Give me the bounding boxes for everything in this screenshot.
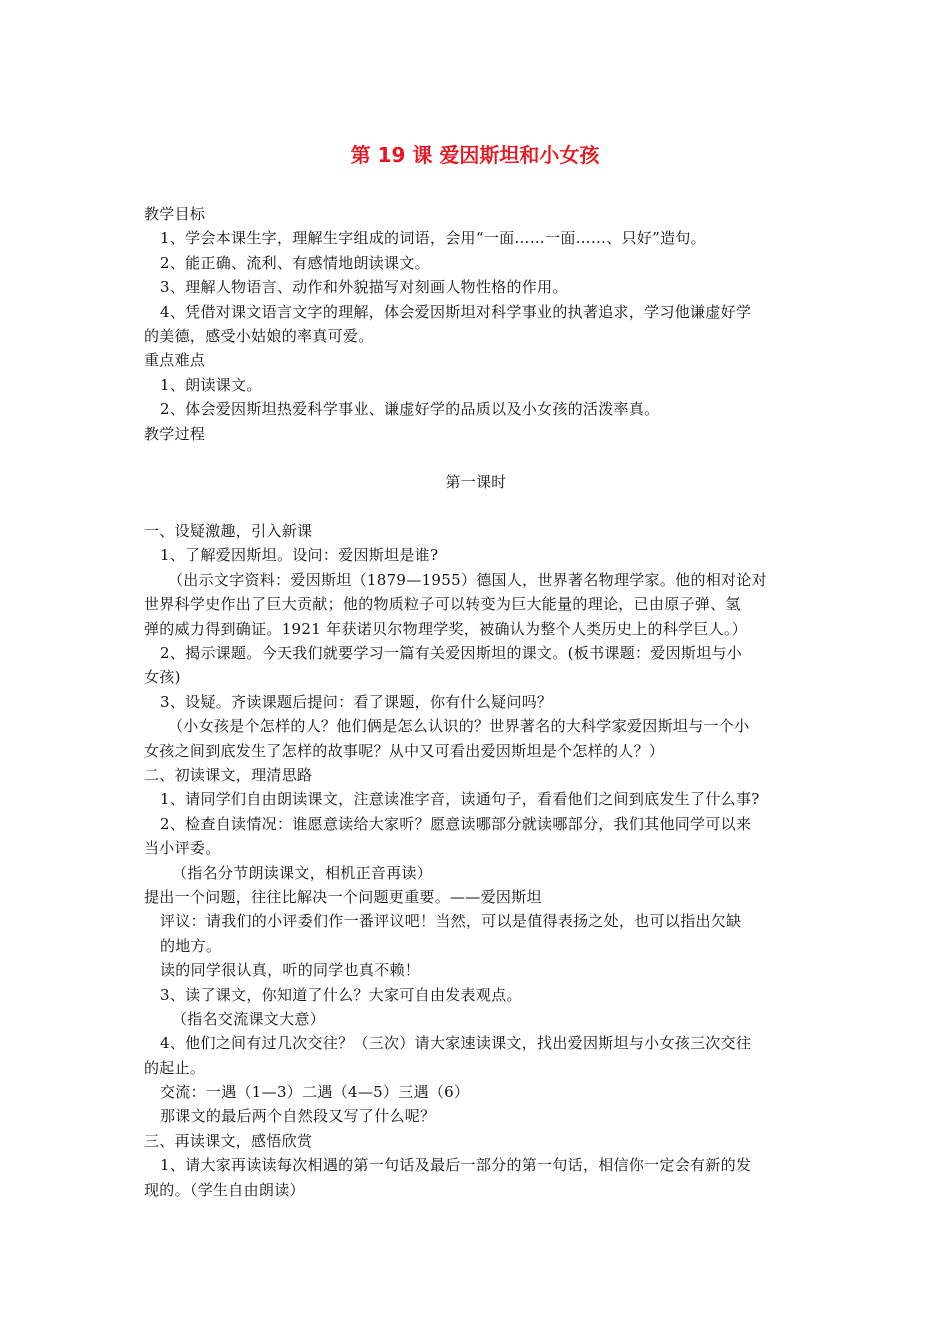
paragraph-line: 世界科学史作出了巨大贡献；他的物质粒子可以转变为巨大能量的理论，已由原子弹、氢 xyxy=(144,595,741,614)
paragraph-line: 女孩) xyxy=(144,668,181,687)
paragraph-line: 1、学会本课生字，理解生字组成的词语，会用“一面……一面……、只好”造句。 xyxy=(160,229,706,248)
paragraph-line: 2、能正确、流利、有感情地朗读课文。 xyxy=(160,253,430,272)
paragraph-line: 女孩之间到底发生了怎样的故事呢？从中又可看出爱因斯坦是个怎样的人？） xyxy=(144,741,665,760)
paragraph-line: 1、请同学们自由朗读课文，注意读准字音，读通句子，看看他们之间到底发生了什么事? xyxy=(160,790,760,809)
section-heading: 教学过程 xyxy=(144,424,206,443)
paragraph-line: 1、请大家再读读每次相遇的第一句话及最后一部分的第一句话，相信你一定会有新的发 xyxy=(160,1156,752,1175)
paragraph-line: 2、检查自读情况：谁愿意读给大家听？愿意读哪部分就读哪部分，我们其他同学可以来 xyxy=(160,814,752,833)
paragraph-line: （出示文字资料：爱因斯坦（1879—1955）德国人，世界著名物理学家。他的相对论对 xyxy=(168,570,767,589)
paragraph-line: 2、揭示课题。今天我们就要学习一篇有关爱因斯坦的课文。(板书课题：爱因斯坦与小 xyxy=(160,644,743,663)
paragraph-line: 3、读了课文，你知道了什么？大家可自由发表观点。 xyxy=(160,985,522,1004)
document-body xyxy=(144,202,808,1202)
section-heading: 重点难点 xyxy=(144,351,206,370)
paragraph-line: 3、理解人物语言、动作和外貌描写对刻画人物性格的作用。 xyxy=(160,278,568,297)
paragraph-line: 现的。（学生自由朗读） xyxy=(144,1180,305,1199)
section-heading: 教学目标 xyxy=(144,205,206,223)
paragraph-line: （指名交流课文大意） xyxy=(172,1009,326,1028)
paragraph-line: （小女孩是个怎样的人？他们俩是怎么认识的？世界著名的大科学家爱因斯坦与一个小 xyxy=(168,717,750,736)
paragraph-line: 交流：一遇（1—3）二遇（4—5）三遇（6） xyxy=(160,1083,470,1102)
paragraph-line: 1、朗读课文。 xyxy=(160,375,262,394)
paragraph-line: 读的同学很认真，听的同学也真不赖！ xyxy=(160,961,421,980)
paragraph-line: 弹的威力得到确证。1921 年获诺贝尔物理学奖，被确认为整个人类历史上的科学巨人。） xyxy=(144,619,748,638)
page-title: 第 19 课 爱因斯坦和小女孩 xyxy=(350,143,600,167)
section-heading: 二、初读课文，理清思路 xyxy=(144,765,313,784)
lesson-period-heading: 第一课时 xyxy=(445,473,507,492)
paragraph-line: 当小评委。 xyxy=(144,839,221,858)
section-heading: 一、设疑激趣，引入新课 xyxy=(144,522,313,541)
paragraph-line: 1、了解爱因斯坦。设问：爱因斯坦是谁? xyxy=(160,546,439,565)
paragraph-line: 的地方。 xyxy=(160,936,222,955)
paragraph-line: 那课文的最后两个自然段又写了什么呢？ xyxy=(160,1107,436,1126)
section-heading: 三、再读课文，感悟欣赏 xyxy=(144,1131,313,1150)
quote-line: 提出一个问题，往往比解决一个问题更重要。——爱因斯坦 xyxy=(144,887,542,906)
paragraph-line: 2、体会爱因斯坦热爱科学事业、谦虚好学的品质以及小女孩的活泼率真。 xyxy=(160,400,660,419)
paragraph-line: 4、凭借对课文语言文字的理解，体会爱因斯坦对科学事业的执著追求，学习他谦虚好学 xyxy=(160,302,752,321)
paragraph-line: 的起止。 xyxy=(144,1058,206,1077)
paragraph-line: 3、设疑。齐读课题后提问：看了课题，你有什么疑问吗？ xyxy=(160,692,553,711)
paragraph-line: 4、他们之间有过几次交往？（三次）请大家速读课文，找出爱因斯坦与小女孩三次交往 xyxy=(160,1034,752,1053)
paragraph-line: 的美德，感受小姑娘的率真可爱。 xyxy=(144,326,374,345)
paragraph-line: 评议：请我们的小评委们作一番评议吧！当然，可以是值得表扬之处，也可以指出欠缺 xyxy=(160,912,742,931)
paragraph-line: （指名分节朗读课文，相机正音再读） xyxy=(172,863,433,882)
